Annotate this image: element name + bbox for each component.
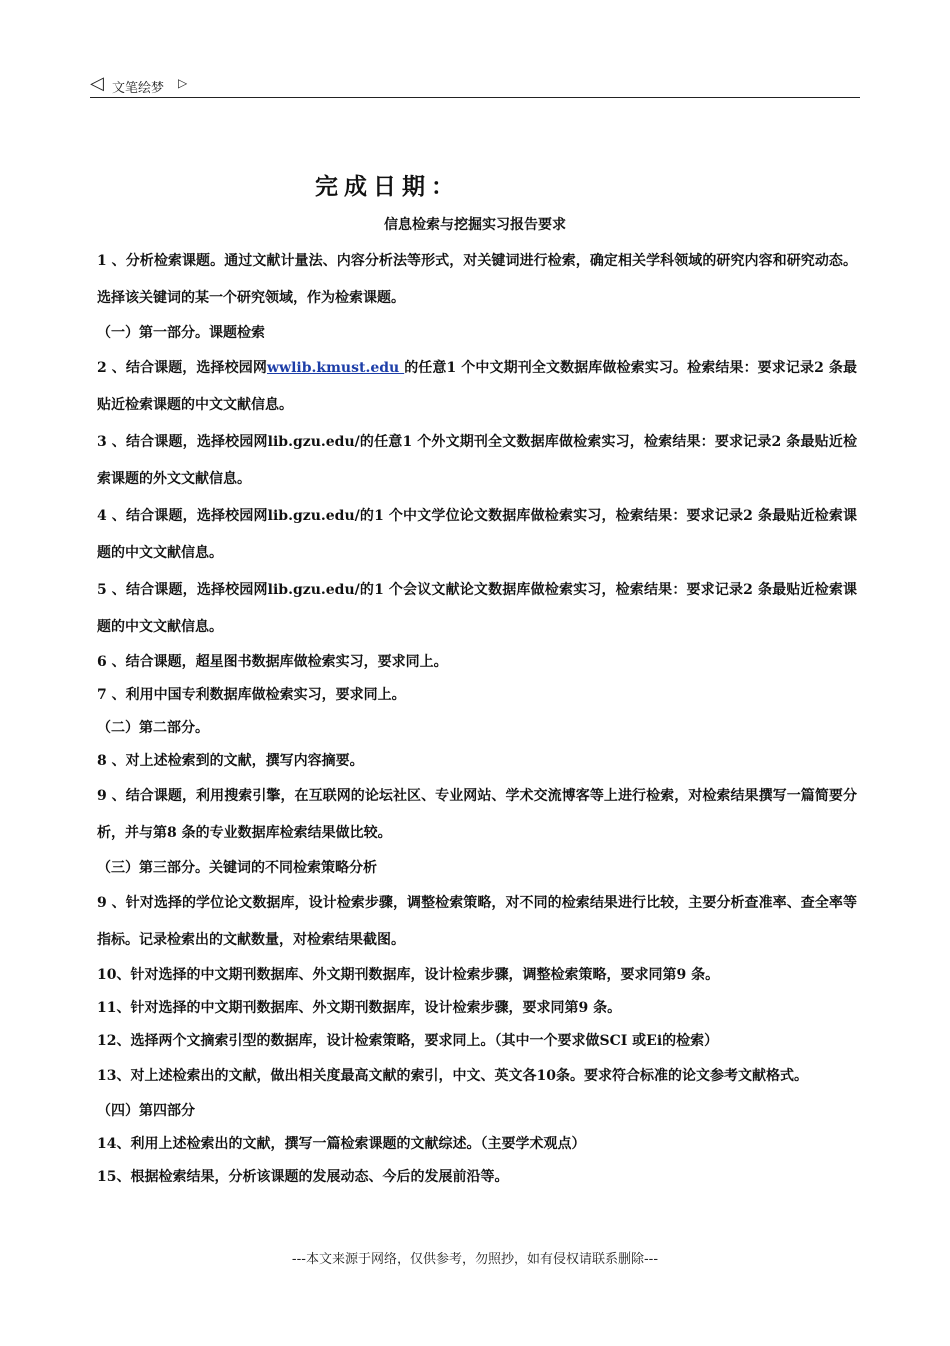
paragraph-6: 6 、结合课题，超星图书数据库做检索实习，要求同上。 [97,654,448,670]
document-body [97,243,857,1194]
paragraph-11: 11、针对选择的中文期刊数据库、外文期刊数据库，设计检索步骤，要求同第9 条。 [97,1000,622,1016]
paragraph-12: 12、选择两个文摘索引型的数据库，设计检索策略，要求同上。（其中一个要求做SCI 或Ei的检索） [97,1033,719,1049]
paragraph-5: 5 、结合课题，选择校园网lib.gzu.edu/的1 个会议文献论文数据库做检索实习，检索结果：要求记录2 条最贴近检索课题的中文文献信息。 [97,582,857,635]
section-heading-3: （三）第三部分。关键词的不同检索策略分析 [97,860,377,876]
paragraph-9b: 9 、针对选择的学位论文数据库，设计检索步骤，调整检索策略，对不同的检索结果进行比较，主要分析查准率、查全率等指标。记录检索出的文献数量，对检索结果截图。 [97,895,857,948]
paragraph-1: 1 、分析检索课题。通过文献计量法、内容分析法等形式，对关键词进行检索，确定相关学科领域的研究内容和研究动态。选择该关键词的某一个研究领域，作为检索课题。 [97,253,857,306]
page-header [90,74,860,98]
paragraph-13: 13、对上述检索出的文献，做出相关度最高文献的索引，中文、英文各10条。要求符合标准的论文参考文献格式。 [97,1068,808,1084]
paragraph-7: 7 、利用中国专利数据库做检索实习，要求同上。 [97,687,406,703]
section-heading-1: （一）第一部分。课题检索 [97,325,265,341]
section-heading-2: （二）第二部分。 [97,720,209,736]
paragraph-8: 8 、对上述检索到的文献，撰写内容摘要。 [97,753,364,769]
paragraph-15: 15、根据检索结果，分析该课题的发展动态、今后的发展前沿等。 [97,1169,509,1185]
campus-library-link[interactable]: wwlib.kmust.edu [267,360,405,376]
footer-disclaimer: ---本文来源于网络，仅供参考，勿照抄，如有侵权请联系删除--- [291,1252,659,1267]
paragraph-2-text-before: 2 、结合课题，选择校园网 [97,360,267,376]
requirements-title: 信息检索与挖掘实习报告要求 [384,217,566,233]
completion-date-label: 完成日期： [315,174,460,200]
section-heading-4: （四）第四部分 [97,1103,195,1119]
paragraph-4: 4 、结合课题，选择校园网lib.gzu.edu/的1 个中文学位论文数据库做检索实习，检索结果：要求记录2 条最贴近检索课题的中文文献信息。 [97,508,857,561]
paragraph-2-text-after: 的任意1 个中文期刊全文数据库做检索实习。检索结果：要求记录2 条最贴近检索课题的中文文献信息。 [97,360,857,413]
triangle-left-icon: ◁ [90,73,104,94]
paragraph-14: 14、利用上述检索出的文献，撰写一篇检索课题的文献综述。（主要学术观点） [97,1136,586,1152]
paragraph-3: 3 、结合课题，选择校园网lib.gzu.edu/的任意1 个外文期刊全文数据库做检索实习，检索结果：要求记录2 条最贴近检索课题的外文文献信息。 [97,434,857,487]
paragraph-2 [97,350,857,424]
header-title: 文笔绘梦 [112,81,165,96]
paragraph-9a: 9 、结合课题，利用搜索引擎，在互联网的论坛社区、专业网站、学术交流博客等上进行检索，对检索结果撰写一篇简要分析，并与第8 条的专业数据库检索结果做比较。 [97,788,857,841]
triangle-right-icon: ▷ [178,76,188,90]
paragraph-10: 10、针对选择的中文期刊数据库、外文期刊数据库，设计检索步骤，调整检索策略，要求同第9 条。 [97,967,720,983]
